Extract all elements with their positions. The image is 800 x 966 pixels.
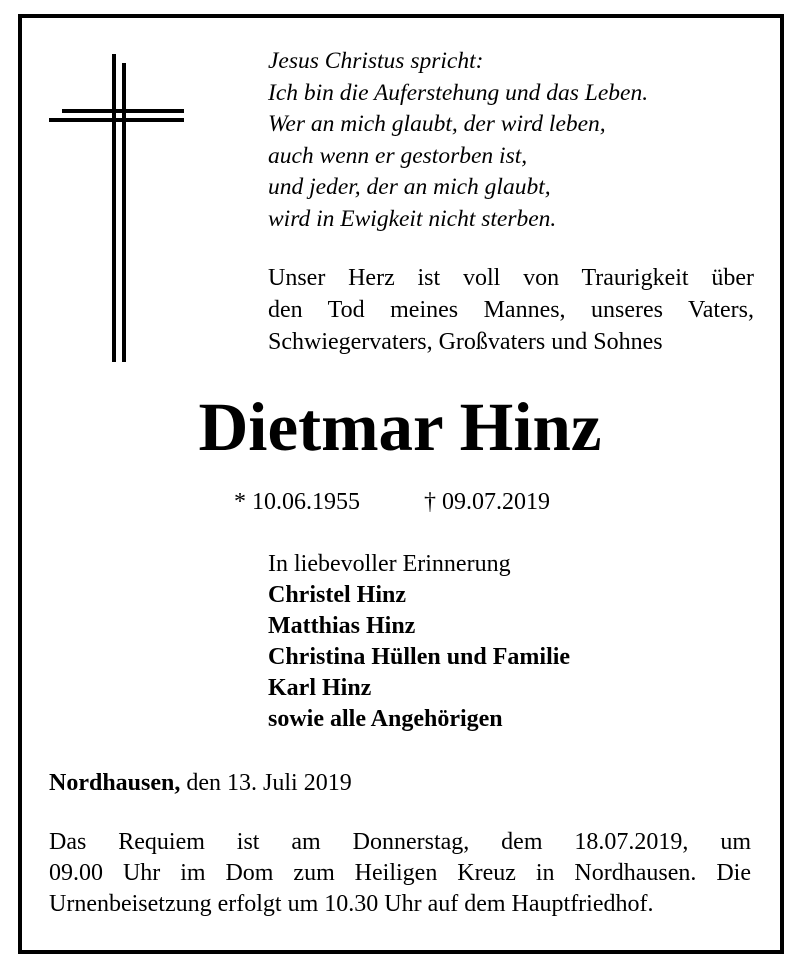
- cross-horizontal-bar: [62, 109, 184, 113]
- place: Nordhausen,: [49, 770, 181, 796]
- intro-line: Schwiegervaters, Großvaters und Sohnes: [268, 329, 663, 355]
- deceased-name: Dietmar Hinz: [198, 389, 602, 465]
- verse-line: und jeder, der an mich glaubt,: [268, 174, 551, 200]
- cross-horizontal-bar: [49, 118, 184, 122]
- service-notice: [49, 827, 751, 920]
- mourners-intro: In liebevoller Erinnerung: [268, 551, 511, 577]
- verse-line: auch wenn er gestorben ist,: [268, 142, 528, 169]
- birth-date: * 10.06.1955: [234, 489, 360, 515]
- verse-line: wird in Ewigkeit nicht sterben.: [268, 205, 557, 232]
- mourner-name: sowie alle Angehörigen: [268, 706, 503, 732]
- place-date-line: [49, 767, 352, 799]
- mourning-intro: [268, 262, 754, 358]
- mourners-list: [268, 549, 570, 735]
- publication-date: den 13. Juli 2019: [186, 770, 352, 796]
- death-date: † 09.07.2019: [424, 489, 550, 515]
- cross-vertical-bar: [122, 63, 126, 362]
- cross-vertical-bar: [112, 54, 116, 362]
- intro-line: Unser Herz ist voll von Traurigkeit über: [268, 265, 754, 291]
- mourner-name: Christel Hinz: [268, 582, 406, 608]
- notice-line: Urnenbeisetzung erfolgt um 10.30 Uhr auf dem Hauptfriedhof.: [49, 891, 654, 917]
- intro-line: den Tod meines Mannes, unseres Vaters,: [268, 297, 754, 323]
- mourner-name: Matthias Hinz: [268, 613, 416, 639]
- verse-line: Jesus Christus spricht:: [268, 48, 484, 74]
- mourner-name: Christina Hüllen und Familie: [268, 644, 571, 670]
- bible-verse: [268, 46, 648, 235]
- notice-line: 09.00 Uhr im Dom zum Heiligen Kreuz in Nordhausen. Die: [49, 860, 751, 886]
- notice-line: Das Requiem ist am Donnerstag, dem 18.07.2019, um: [49, 829, 751, 855]
- mourner-name: Karl Hinz: [268, 675, 372, 701]
- verse-line: Wer an mich glaubt, der wird leben,: [268, 111, 606, 137]
- verse-line: Ich bin die Auferstehung und das Leben.: [268, 79, 649, 106]
